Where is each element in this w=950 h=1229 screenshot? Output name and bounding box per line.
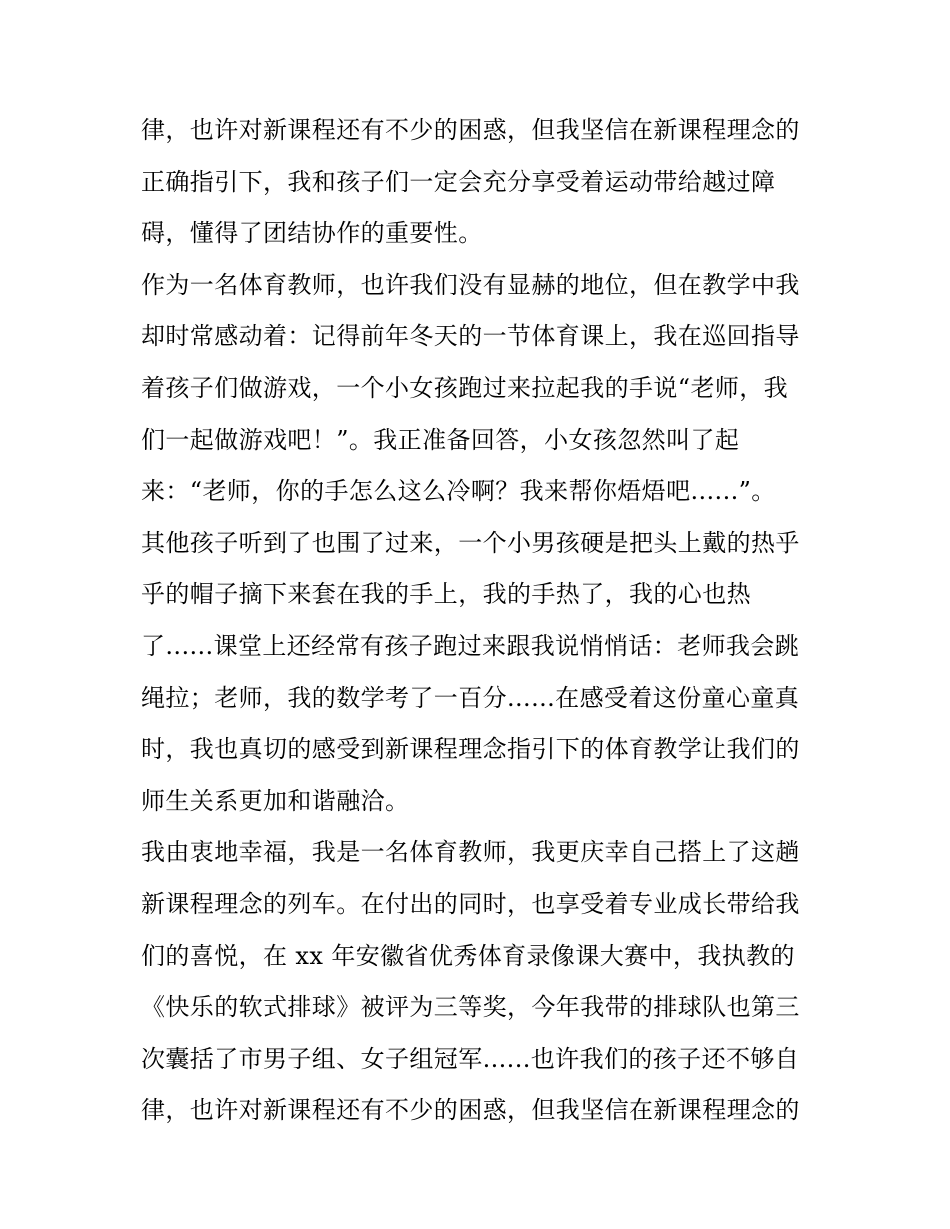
- text-line-4: 作为一名体育教师，也许我们没有显赫的地位，但在教学中我: [141, 270, 800, 299]
- text-line-11: 了......课堂上还经常有孩子跑过来跟我说悄悄话：老师我会跳: [141, 631, 800, 660]
- text-line-1: 律，也许对新课程还有不少的困惑，但我坚信在新课程理念的: [141, 116, 800, 144]
- text-line-6: 着孩子们做游戏，一个小女孩跑过来拉起我的手说“老师，我: [141, 373, 789, 402]
- text-line-5: 却时常感动着：记得前年冬天的一节体育课上，我在巡回指导: [141, 322, 800, 351]
- text-line-18: 《快乐的软式排球》被评为三等奖，今年我带的排球队也第三: [141, 993, 800, 1022]
- text-line-20: 律，也许对新课程还有不少的困惑，但我坚信在新课程理念的: [141, 1096, 800, 1125]
- text-line-8: 来：“老师，你的手怎么这么冷啊？我来帮你焐焐吧......”。: [141, 477, 776, 506]
- text-line-2: 正确指引下，我和孩子们一定会充分享受着运动带给越过障: [141, 167, 776, 196]
- text-line-10: 乎的帽子摘下来套在我的手上，我的手热了，我的心也热: [141, 580, 751, 609]
- text-line-17: 们的喜悦，在 xx 年安徽省优秀体育录像课大赛中，我执教的: [141, 941, 795, 970]
- document-body: [141, 108, 821, 1140]
- text-line-14: 师生关系更加和谐融洽。: [141, 786, 410, 815]
- text-line-7: 们一起做游戏吧！”。我正准备回答，小女孩忽然叫了起: [141, 425, 740, 454]
- text-line-19: 次囊括了市男子组、女子组冠军......也许我们的孩子还不够自: [141, 1044, 800, 1073]
- text-line-15: 我由衷地幸福，我是一名体育教师，我更庆幸自己搭上了这趟: [141, 838, 800, 867]
- text-line-13: 时，我也真切的感受到新课程理念指引下的体育教学让我们的: [141, 735, 800, 764]
- text-line-3: 碍，懂得了团结协作的重要性。: [141, 219, 483, 248]
- text-line-9: 其他孩子听到了也围了过来，一个小男孩硬是把头上戴的热乎: [141, 528, 800, 557]
- text-line-16: 新课程理念的列车。在付出的同时，也享受着专业成长带给我: [141, 889, 800, 918]
- text-line-12: 绳拉；老师，我的数学考了一百分......在感受着这份童心童真: [141, 683, 800, 712]
